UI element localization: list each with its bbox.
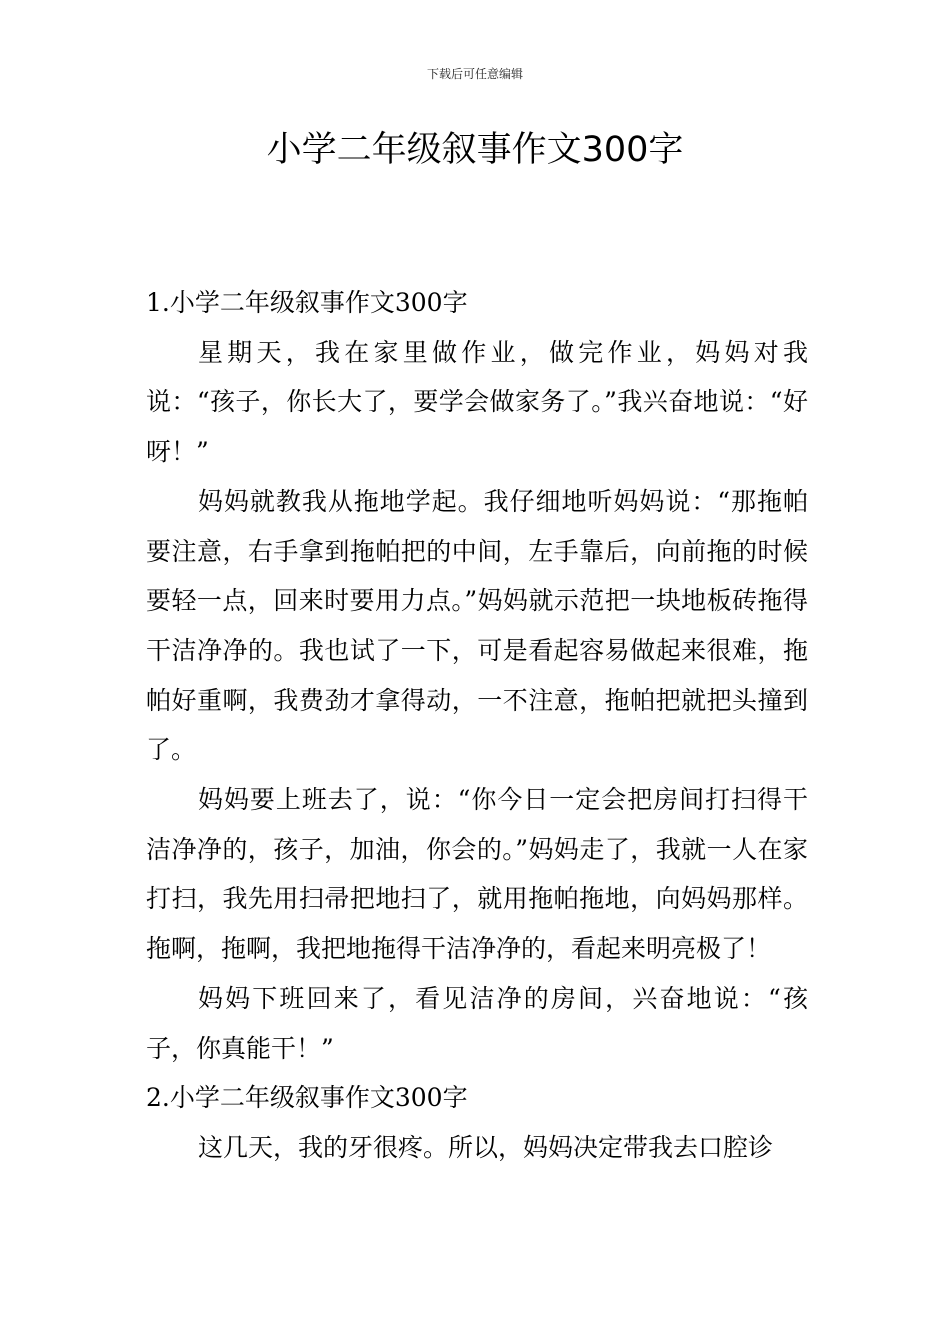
section-heading: 2.小学二年级叙事作文300字 [146,1083,468,1113]
paragraph: 妈妈就教我从拖地学起。我仔细地听妈妈说：“那拖帕要注意，右手拿到拖帕把的中间，左手靠后，向前拖的时候要轻一点，回来时要用力点。”妈妈就示范把一块地板砖拖得干洁净净的。我也试了一下，可是看起容易做起来很难，拖帕好重啊，我费劲才拿得动，一不注意，拖帕把就把头撞到了。 [146,486,808,765]
paragraph: 妈妈下班回来了，看见洁净的房间，兴奋地说：“孩子，你真能干！” [146,983,808,1063]
document-body [146,278,808,1173]
paragraph: 妈妈要上班去了，说：“你今日一定会把房间打扫得干洁净净的，孩子，加油，你会的。”妈妈走了，我就一人在家打扫，我先用扫帚把地扫了，就用拖帕拖地，向妈妈那样。拖啊，拖啊，我把地拖得干洁净净的，看起来明亮极了！ [146,785,808,964]
paragraph: 这几天，我的牙很疼。所以，妈妈决定带我去口腔诊 [198,1132,774,1162]
page-header: 下载后可任意编辑 [426,67,523,81]
section-heading: 1.小学二年级叙事作文300字 [146,288,468,317]
document-title: 小学二年级叙事作文300字 [266,130,684,170]
paragraph: 星期天，我在家里做作业，做完作业，妈妈对我说：“孩子，你长大了，要学会做家务了。”我兴奋地说：“好呀！” [146,337,808,467]
